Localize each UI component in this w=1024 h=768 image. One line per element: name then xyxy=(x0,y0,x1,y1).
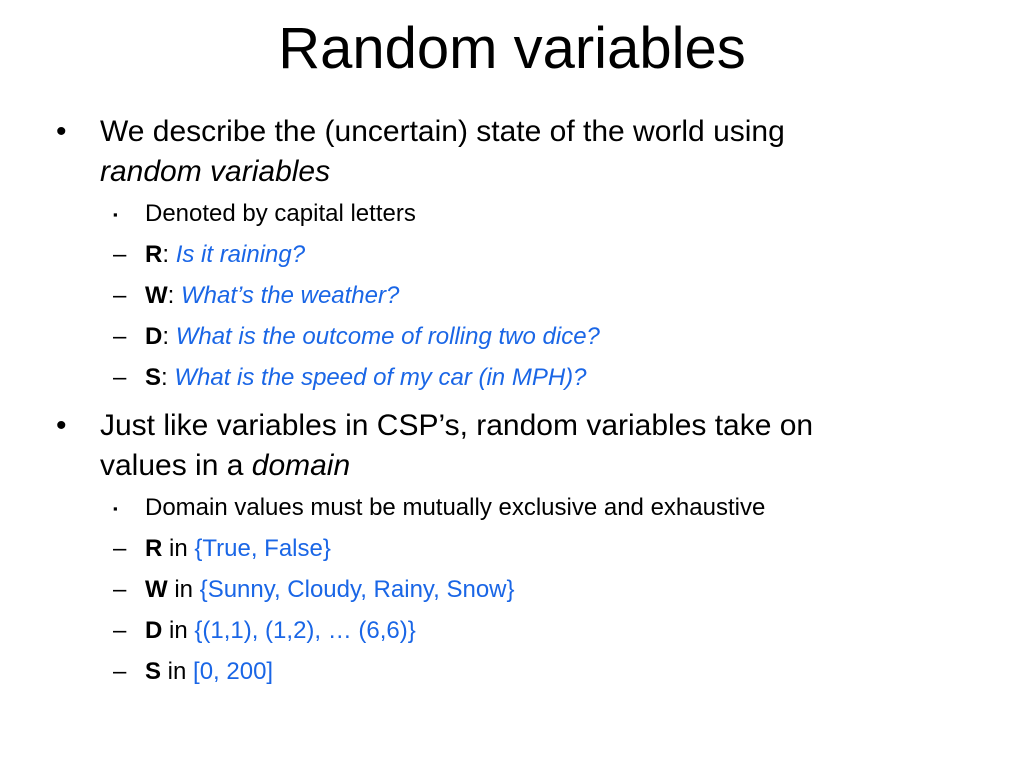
sub-item-text xyxy=(145,362,587,394)
dash-bullet-icon: – xyxy=(113,576,127,603)
dash-bullet-icon: – xyxy=(113,535,127,562)
bullet-text xyxy=(100,112,960,192)
domain-values: {Sunny, Cloudy, Rainy, Snow} xyxy=(199,576,515,603)
variable-name: D xyxy=(145,617,163,644)
variable-description: What’s the weather? xyxy=(181,282,400,309)
sub-item-text xyxy=(145,656,273,688)
square-bullet-icon: ▪ xyxy=(113,207,118,222)
variable-name: S xyxy=(145,364,162,391)
sub-item-text xyxy=(145,574,515,606)
separator: : xyxy=(161,364,175,391)
variable-name: R xyxy=(145,535,163,562)
bullet-emphasis: random variables xyxy=(100,155,331,188)
bullet-emphasis: domain xyxy=(251,449,351,482)
bullet-line: values in a xyxy=(100,449,252,482)
sub-item-text: Denoted by capital letters xyxy=(145,200,416,227)
bullet-marker: • xyxy=(56,409,67,442)
sub-item-text xyxy=(145,239,305,271)
dash-bullet-icon: – xyxy=(113,282,127,309)
dash-bullet-icon: – xyxy=(113,617,127,644)
variable-name: W xyxy=(145,282,168,309)
sub-item-text xyxy=(145,533,331,565)
sub-item-text xyxy=(145,615,416,647)
variable-description: Is it raining? xyxy=(175,241,306,268)
dash-bullet-icon: – xyxy=(113,241,127,268)
domain-values: {(1,1), (1,2), … (6,6)} xyxy=(194,617,416,644)
separator: in xyxy=(162,535,195,562)
separator: in xyxy=(162,617,195,644)
dash-bullet-icon: – xyxy=(113,323,127,350)
variable-description: What is the outcome of rolling two dice? xyxy=(175,323,600,350)
sub-item-text: Domain values must be mutually exclusive and exhaustive xyxy=(145,494,766,521)
domain-values: [0, 200] xyxy=(193,658,274,685)
separator: in xyxy=(161,658,194,685)
dash-bullet-icon: – xyxy=(113,364,127,391)
bullet-text xyxy=(100,406,960,486)
slide-title: Random variables xyxy=(278,16,746,81)
separator: in xyxy=(167,576,200,603)
square-bullet-icon: ▪ xyxy=(113,501,118,516)
separator: : xyxy=(162,241,176,268)
separator: : xyxy=(167,282,181,309)
sub-item-text xyxy=(145,321,600,353)
bullet-line: We describe the (uncertain) state of the world using xyxy=(100,115,785,148)
bullet-marker: • xyxy=(56,115,67,148)
domain-values: {True, False} xyxy=(194,535,331,562)
variable-name: S xyxy=(145,658,162,685)
variable-name: R xyxy=(145,241,163,268)
bullet-line: Just like variables in CSP’s, random variables take on xyxy=(100,409,814,442)
variable-name: W xyxy=(145,576,168,603)
sub-item-text xyxy=(145,280,399,312)
variable-name: D xyxy=(145,323,163,350)
separator: : xyxy=(162,323,176,350)
variable-description: What is the speed of my car (in MPH)? xyxy=(174,364,587,391)
dash-bullet-icon: – xyxy=(113,658,127,685)
